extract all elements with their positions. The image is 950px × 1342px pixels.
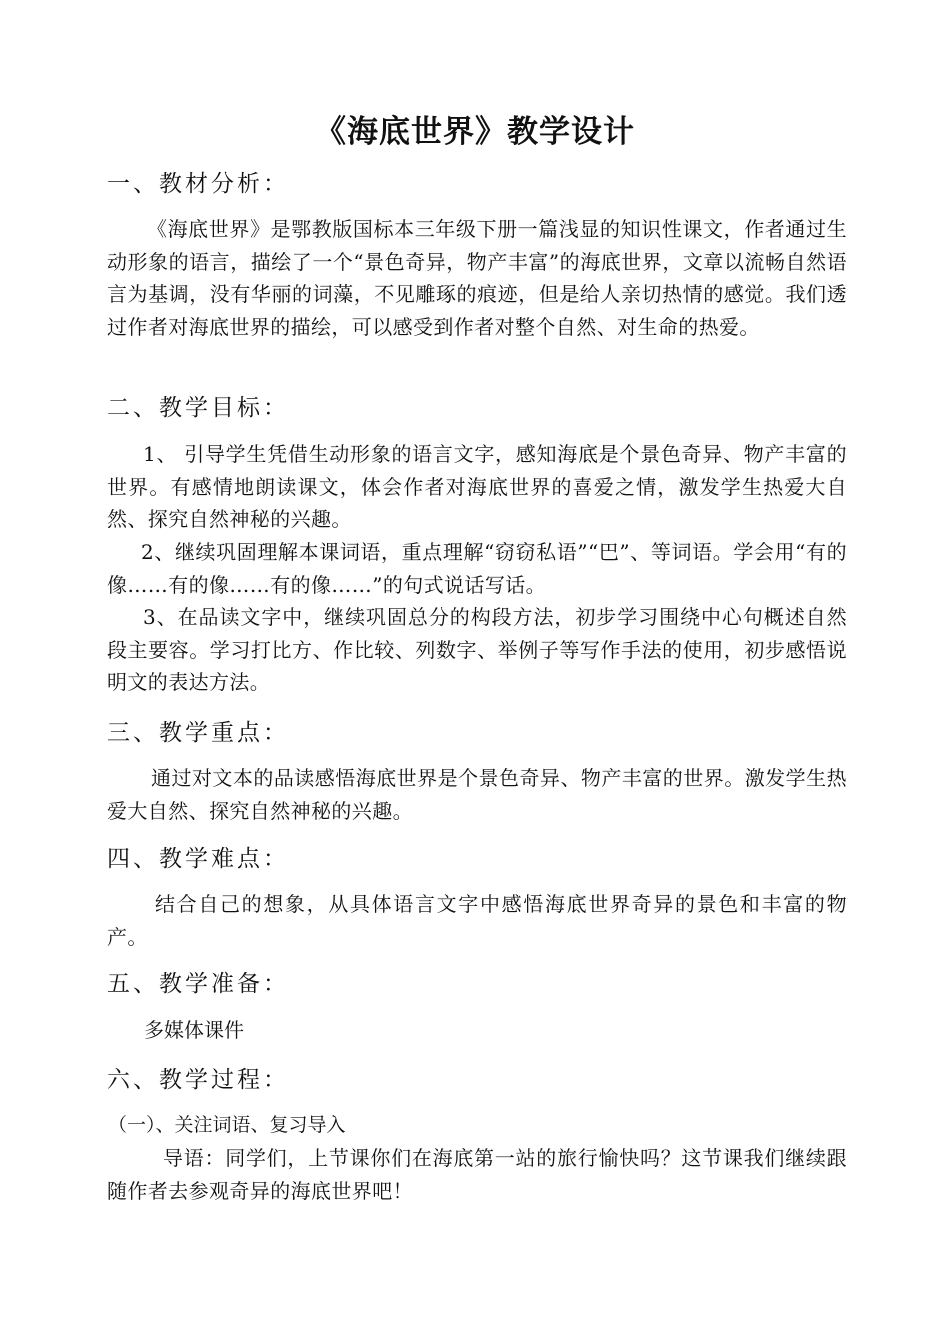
section-heading-material-analysis: 一、教材分析： — [107, 171, 289, 197]
paragraph-intro-speech: 导语：同学们，上节课你们在海底第一站的旅行愉快吗？这节课我们继续跟随作者去参观奇异的海底世界吧！ — [107, 1146, 847, 1203]
section-heading-teaching-process: 六、教学过程： — [107, 1067, 289, 1093]
paragraph-preparation: 多媒体课件 — [144, 1018, 244, 1042]
section-heading-preparation: 五、教学准备： — [107, 971, 289, 997]
section-heading-key-points: 三、教学重点： — [107, 720, 289, 746]
paragraph-key-points: 通过对文本的品读感悟海底世界是个景色奇异、物产丰富的世界。激发学生热爱大自然、探究自然神秘的兴趣。 — [107, 766, 847, 823]
paragraph-material-analysis: 《海底世界》是鄂教版国标本三年级下册一篇浅显的知识性课文，作者通过生动形象的语言，描绘了一个“景色奇异，物产丰富”的海底世界，文章以流畅自然语言为基调，没有华丽的词藻，不见雕琢的痕迹，但是给人亲切热情的感觉。我们透过作者对海底世界的描绘，可以感受到作者对整个自然、对生命的热爱。 — [107, 217, 847, 339]
subheading-vocabulary-review: （一）、关注词语、复习导入 — [108, 1114, 346, 1136]
paragraph-goal-2: 2、继续巩固理解本课词语，重点理解“窃窃私语”“巴”、等词语。学会用“有的像……有的像……有的像……”的句式说话写话。 — [107, 540, 847, 597]
section-heading-teaching-goals: 二、教学目标： — [107, 395, 289, 421]
paragraph-goal-1: 1、 引导学生凭借生动形象的语言文字，感知海底是个景色奇异、物产丰富的世界。有感情地朗读课文，体会作者对海底世界的喜爱之情，激发学生热爱大自然、探究自然神秘的兴趣。 — [107, 442, 847, 531]
section-heading-difficulties: 四、教学难点： — [107, 846, 289, 872]
paragraph-difficulties: 结合自己的想象，从具体语言文字中感悟海底世界奇异的景色和丰富的物产。 — [107, 892, 847, 949]
paragraph-goal-3: 3、在品读文字中，继续巩固总分的构段方法，初步学习围绕中心句概述自然段主要容。学习打比方、作比较、列数字、举例子等写作手法的使用，初步感悟说明文的表达方法。 — [107, 605, 847, 694]
document-title: 《海底世界》教学设计 — [315, 114, 635, 150]
